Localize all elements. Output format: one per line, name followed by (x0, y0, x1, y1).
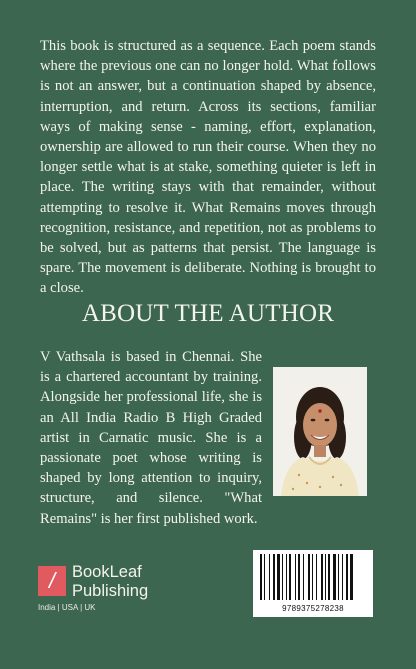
author-portrait-image (273, 367, 367, 496)
publisher-slash-icon: / (38, 566, 66, 596)
publisher-name-line2: Publishing (72, 582, 149, 600)
publisher-logo (38, 563, 178, 616)
publisher-name (72, 563, 148, 601)
about-author-heading: ABOUT THE AUTHOR (81, 300, 335, 327)
author-bio: V Vathsala is based in Chennai. She is a chartered accountant by training. Alongside her professional life, she is an All India Radio B High Graded artist in Carnatic music. She is a passionate poet whose writing is shaped by long attention to inquiry, structure, and silence. "What Remains" is her first published work. (40, 349, 262, 527)
isbn-number: 9789375278238 (282, 604, 344, 613)
isbn-barcode (253, 550, 373, 617)
publisher-name-line1: BookLeaf (72, 563, 142, 581)
author-photo (273, 367, 367, 496)
barcode-bars-icon (258, 554, 368, 602)
book-blurb: This book is structured as a sequence. Each poem stands where the previous one can no longer hold. What follows is not an answer, but a continuation shaped by absence, interruption, and return. Across its sections, familiar ways of making sense - naming, effort, explanation, ownership are allowed to run their course. When they no longer settle what is at stake, something quieter is left in place. The writing stays with that remainder, without attempting to resolve it. What Remains moves through recognition, resistance, and repetition, not as problems to be solved, but as patterns that persist. The language is spare. The movement is deliberate. Nothing is brought to a close. (40, 38, 376, 297)
publisher-regions: India | USA | UK (38, 603, 96, 612)
